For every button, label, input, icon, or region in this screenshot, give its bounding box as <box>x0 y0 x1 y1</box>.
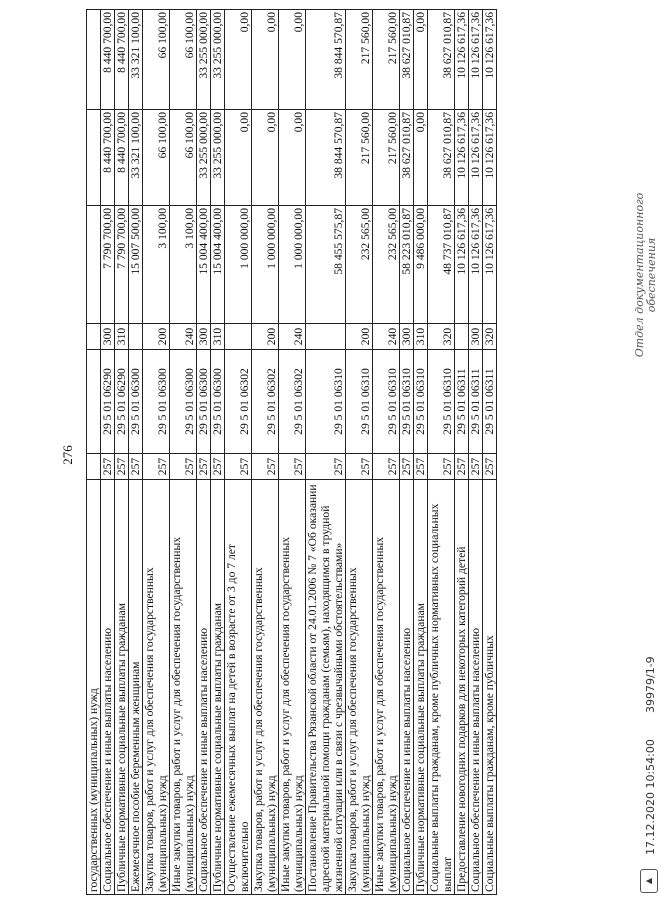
row-gov-code-cell: 257 <box>115 454 129 480</box>
row-amount-1-cell: 15 004 400,00 <box>211 206 225 324</box>
row-expense-type-cell: 300 <box>101 324 115 350</box>
row-target-code-cell: 29 5 01 06300 <box>197 350 211 454</box>
row-amount-2-cell: 0,00 <box>225 110 252 206</box>
row-expense-type-cell: 300 <box>400 324 414 350</box>
row-target-code-cell: 29 5 01 06310 <box>400 350 414 454</box>
table-row <box>87 10 101 895</box>
row-amount-3-cell: 10 126 617,36 <box>483 10 497 110</box>
row-target-code-cell: 29 5 01 06310 <box>428 350 455 454</box>
table-row <box>455 10 469 895</box>
row-amount-2-cell: 0,00 <box>279 110 306 206</box>
row-target-code-cell: 29 5 01 06300 <box>143 350 170 454</box>
row-target-code-cell: 29 5 01 06300 <box>211 350 225 454</box>
row-name-cell: Публичные нормативные социальные выплаты гражданам <box>211 480 225 895</box>
table-row <box>346 10 373 895</box>
row-expense-type-cell: 300 <box>469 324 483 350</box>
table-row <box>469 10 483 895</box>
table-row <box>101 10 115 895</box>
row-amount-2-cell <box>87 110 101 206</box>
table-row <box>197 10 211 895</box>
row-amount-3-cell: 0,00 <box>279 10 306 110</box>
row-amount-3-cell: 217 560,00 <box>373 10 400 110</box>
footer-document-id: 39979/1-9 <box>644 656 657 713</box>
row-gov-code-cell: 257 <box>306 454 346 480</box>
row-amount-1-cell: 7 790 700,00 <box>101 206 115 324</box>
row-amount-3-cell: 10 126 617,36 <box>469 10 483 110</box>
rotated-page-content <box>86 10 658 895</box>
row-target-code-cell: 29 5 01 06302 <box>252 350 279 454</box>
row-gov-code-cell: 257 <box>373 454 400 480</box>
row-amount-3-cell: 217 560,00 <box>346 10 373 110</box>
row-amount-3-cell: 0,00 <box>414 10 428 110</box>
row-gov-code-cell: 257 <box>483 454 497 480</box>
row-name-cell: Социальное обеспечение и иные выплаты населению <box>469 480 483 895</box>
table-row <box>211 10 225 895</box>
row-amount-2-cell: 217 560,00 <box>346 110 373 206</box>
row-expense-type-cell: 200 <box>143 324 170 350</box>
table-row <box>225 10 252 895</box>
row-amount-1-cell: 58 455 575,87 <box>306 206 346 324</box>
page-footer <box>634 10 668 895</box>
row-amount-3-cell: 38 627 010,87 <box>428 10 455 110</box>
document-system-logo-icon: ▲ <box>640 869 658 893</box>
row-gov-code-cell: 257 <box>414 454 428 480</box>
row-amount-1-cell: 58 223 010,87 <box>400 206 414 324</box>
row-name-cell: Социальное обеспечение и иные выплаты населению <box>101 480 115 895</box>
row-amount-2-cell: 38 627 010,87 <box>400 110 414 206</box>
row-name-cell: Осуществление ежемесячных выплат на детей в возрасте от 3 до 7 лет включительно <box>225 480 252 895</box>
row-gov-code-cell: 257 <box>252 454 279 480</box>
row-expense-type-cell: 310 <box>211 324 225 350</box>
row-amount-2-cell: 38 844 570,87 <box>306 110 346 206</box>
row-expense-type-cell <box>87 324 101 350</box>
row-amount-2-cell: 38 627 010,87 <box>428 110 455 206</box>
row-amount-3-cell: 38 844 570,87 <box>306 10 346 110</box>
row-amount-1-cell: 15 007 500,00 <box>129 206 143 324</box>
table-row <box>279 10 306 895</box>
row-amount-2-cell: 10 126 617,36 <box>469 110 483 206</box>
row-gov-code-cell: 257 <box>279 454 306 480</box>
row-name-cell: Закупка товаров, работ и услуг для обеспечения государственных (муниципальных) нужд <box>143 480 170 895</box>
row-gov-code-cell <box>87 454 101 480</box>
row-target-code-cell: 29 5 01 06310 <box>373 350 400 454</box>
table-row <box>414 10 428 895</box>
page-number: 276 <box>60 445 75 465</box>
row-amount-3-cell: 0,00 <box>225 10 252 110</box>
row-target-code-cell: 29 5 01 06310 <box>306 350 346 454</box>
row-amount-2-cell: 0,00 <box>414 110 428 206</box>
row-expense-type-cell: 200 <box>346 324 373 350</box>
row-amount-2-cell: 10 126 617,36 <box>483 110 497 206</box>
row-amount-3-cell: 38 627 010,87 <box>400 10 414 110</box>
row-amount-2-cell: 217 560,00 <box>373 110 400 206</box>
row-gov-code-cell: 257 <box>211 454 225 480</box>
row-amount-3-cell: 33 255 000,00 <box>197 10 211 110</box>
budget-table-body <box>87 10 497 895</box>
row-amount-1-cell: 232 565,00 <box>346 206 373 324</box>
table-row <box>400 10 414 895</box>
table-row <box>115 10 129 895</box>
table-row <box>306 10 346 895</box>
row-gov-code-cell: 257 <box>455 454 469 480</box>
row-name-cell: Закупка товаров, работ и услуг для обеспечения государственных (муниципальных) нужд <box>252 480 279 895</box>
row-name-cell: Социальное обеспечение и иные выплаты населению <box>197 480 211 895</box>
row-gov-code-cell: 257 <box>469 454 483 480</box>
table-row <box>252 10 279 895</box>
row-gov-code-cell: 257 <box>400 454 414 480</box>
row-amount-1-cell: 1 000 000,00 <box>252 206 279 324</box>
row-gov-code-cell: 257 <box>170 454 197 480</box>
row-amount-2-cell: 10 126 617,36 <box>455 110 469 206</box>
row-target-code-cell: 29 5 01 06302 <box>279 350 306 454</box>
row-amount-2-cell: 66 100,00 <box>170 110 197 206</box>
row-gov-code-cell: 257 <box>197 454 211 480</box>
row-name-cell: Иные закупки товаров, работ и услуг для обеспечения государственных (муниципальных) нужд <box>373 480 400 895</box>
footer-timestamp: 17.12.2020 10:54:00 <box>644 739 657 855</box>
table-row <box>428 10 455 895</box>
row-amount-1-cell <box>87 206 101 324</box>
row-amount-1-cell: 232 565,00 <box>373 206 400 324</box>
row-expense-type-cell: 310 <box>115 324 129 350</box>
row-gov-code-cell: 257 <box>129 454 143 480</box>
row-name-cell: Социальные выплаты гражданам, кроме публичных нормативных социальных выплат <box>428 480 455 895</box>
row-amount-3-cell: 8 440 700,00 <box>101 10 115 110</box>
row-target-code-cell: 29 5 01 06311 <box>469 350 483 454</box>
department-stamp-line1: Отдел документационного <box>633 192 646 358</box>
row-expense-type-cell: 240 <box>279 324 306 350</box>
row-amount-3-cell: 10 126 617,36 <box>455 10 469 110</box>
department-stamp-line2: обеспечения <box>645 237 658 313</box>
row-amount-3-cell: 66 100,00 <box>170 10 197 110</box>
row-target-code-cell: 29 5 01 06302 <box>225 350 252 454</box>
row-expense-type-cell <box>225 324 252 350</box>
row-amount-1-cell: 10 126 617,36 <box>483 206 497 324</box>
row-amount-1-cell: 48 737 010,87 <box>428 206 455 324</box>
row-expense-type-cell: 320 <box>428 324 455 350</box>
row-amount-1-cell: 10 126 617,36 <box>455 206 469 324</box>
row-amount-3-cell: 8 440 700,00 <box>115 10 129 110</box>
row-amount-2-cell: 33 255 000,00 <box>211 110 225 206</box>
row-amount-1-cell: 10 126 617,36 <box>469 206 483 324</box>
row-amount-3-cell: 33 321 100,00 <box>129 10 143 110</box>
row-target-code-cell: 29 5 01 06290 <box>101 350 115 454</box>
row-amount-1-cell: 15 004 400,00 <box>197 206 211 324</box>
row-name-cell: Постановление Правительства Рязанской области от 24.01.2006 № 7 «Об оказании адресной материальной помощи гражданам (семьям), находящимся в трудной жизненной ситуации или в связи с чрезвычайными обстоятельствами» <box>306 480 346 895</box>
row-expense-type-cell <box>306 324 346 350</box>
row-target-code-cell: 29 5 01 06300 <box>129 350 143 454</box>
row-expense-type-cell <box>129 324 143 350</box>
row-target-code-cell <box>87 350 101 454</box>
budget-table <box>86 9 497 895</box>
row-name-cell: Закупка товаров, работ и услуг для обеспечения государственных (муниципальных) нужд <box>346 480 373 895</box>
row-gov-code-cell: 257 <box>428 454 455 480</box>
row-amount-1-cell: 3 100,00 <box>170 206 197 324</box>
row-amount-1-cell: 1 000 000,00 <box>279 206 306 324</box>
table-row <box>373 10 400 895</box>
row-amount-2-cell: 33 321 100,00 <box>129 110 143 206</box>
row-amount-2-cell: 0,00 <box>252 110 279 206</box>
table-row <box>143 10 170 895</box>
row-name-cell: Публичные нормативные социальные выплаты гражданам <box>115 480 129 895</box>
row-amount-2-cell: 33 255 000,00 <box>197 110 211 206</box>
row-amount-1-cell: 3 100,00 <box>143 206 170 324</box>
row-expense-type-cell: 200 <box>252 324 279 350</box>
row-amount-3-cell: 33 255 000,00 <box>211 10 225 110</box>
table-row <box>170 10 197 895</box>
row-target-code-cell: 29 5 01 06310 <box>414 350 428 454</box>
row-expense-type-cell: 300 <box>197 324 211 350</box>
department-stamp <box>634 175 658 375</box>
row-expense-type-cell: 240 <box>170 324 197 350</box>
row-expense-type-cell: 240 <box>373 324 400 350</box>
row-name-cell: Социальные выплаты гражданам, кроме публичных <box>483 480 497 895</box>
row-expense-type-cell: 310 <box>414 324 428 350</box>
row-amount-1-cell: 9 486 000,00 <box>414 206 428 324</box>
row-amount-2-cell: 66 100,00 <box>143 110 170 206</box>
row-target-code-cell: 29 5 01 06311 <box>483 350 497 454</box>
row-amount-3-cell: 66 100,00 <box>143 10 170 110</box>
row-amount-3-cell <box>87 10 101 110</box>
row-target-code-cell: 29 5 01 06290 <box>115 350 129 454</box>
table-row <box>129 10 143 895</box>
row-name-cell: Публичные нормативные социальные выплаты гражданам <box>414 480 428 895</box>
row-target-code-cell: 29 5 01 06300 <box>170 350 197 454</box>
row-amount-2-cell: 8 440 700,00 <box>115 110 129 206</box>
row-amount-1-cell: 7 790 700,00 <box>115 206 129 324</box>
row-gov-code-cell: 257 <box>225 454 252 480</box>
row-target-code-cell: 29 5 01 06310 <box>346 350 373 454</box>
row-amount-3-cell: 0,00 <box>252 10 279 110</box>
row-name-cell: государственных (муниципальных) нужд <box>87 480 101 895</box>
row-amount-2-cell: 8 440 700,00 <box>101 110 115 206</box>
row-gov-code-cell: 257 <box>346 454 373 480</box>
row-gov-code-cell: 257 <box>143 454 170 480</box>
row-name-cell: Ежемесячное пособие беременным женщинам <box>129 480 143 895</box>
row-target-code-cell: 29 5 01 06311 <box>455 350 469 454</box>
row-expense-type-cell <box>455 324 469 350</box>
row-name-cell: Иные закупки товаров, работ и услуг для обеспечения государственных (муниципальных) нужд <box>170 480 197 895</box>
row-gov-code-cell: 257 <box>101 454 115 480</box>
row-name-cell: Предоставление новогодних подарков для некоторых категорий детей <box>455 480 469 895</box>
row-name-cell: Иные закупки товаров, работ и услуг для обеспечения государственных (муниципальных) нужд <box>279 480 306 895</box>
row-name-cell: Социальное обеспечение и иные выплаты населению <box>400 480 414 895</box>
row-amount-1-cell: 1 000 000,00 <box>225 206 252 324</box>
table-row <box>483 10 497 895</box>
row-expense-type-cell: 320 <box>483 324 497 350</box>
